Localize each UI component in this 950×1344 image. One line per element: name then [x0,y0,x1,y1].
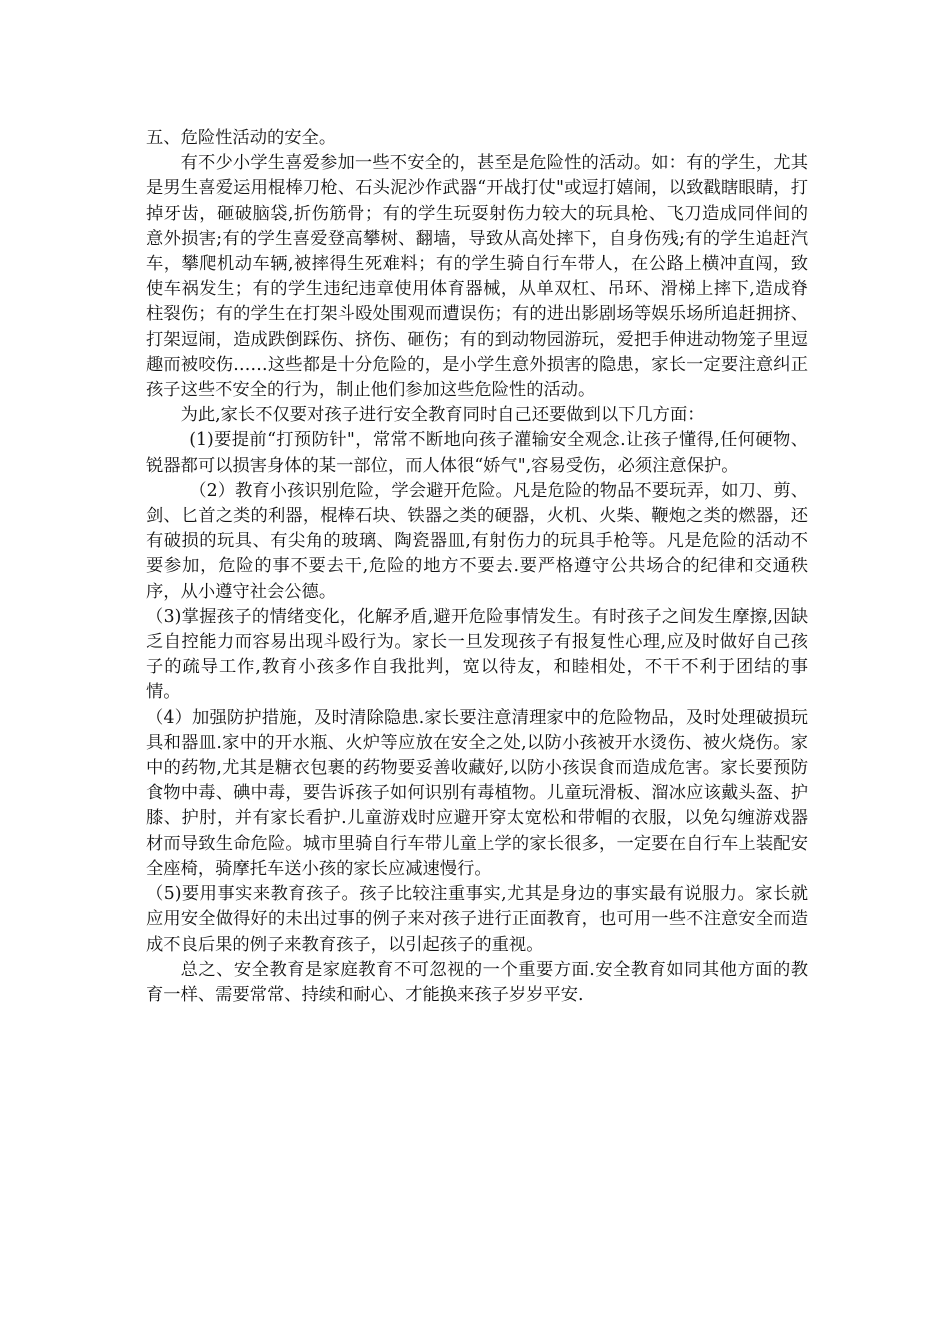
paragraph-point-1: (1)要提前“打预防针"，常常不断地向孩子灌输安全观念.让孩子懂得,任何硬物、锐器都可以损害身体的某一部位，而人体很“娇气",容易受伤，必须注意保护。 [146,430,808,476]
paragraph-dangerous-activities: 有不少小学生喜爱参加一些不安全的，甚至是危险性的活动。如：有的学生，尤其是男生喜爱运用棍棒刀枪、石头泥沙作武器“开战打仗"或逗打嬉闹，以致戳瞎眼睛，打掉牙齿，砸破脑袋,折伤筋骨；有的学生玩耍射伤力较大的玩具枪、飞刀造成同伴间的意外损害;有的学生喜爱登高攀树、翻墙，导致从高处摔下，自身伤残;有的学生追赶汽车，攀爬机动车辆,被摔得生死难料；有的学生骑自行车带人，在公路上横冲直闯，致使车祸发生；有的学生违纪违章使用体育器械，从单双杠、吊环、滑梯上摔下,造成脊柱裂伤；有的学生在打架斗殴处围观而遭误伤；有的进出影剧场等娱乐场所追赶拥挤、打架逗闹，造成跌倒踩伤、挤伤、砸伤；有的到动物园游玩，爱把手伸进动物笼子里逗趣而被咬伤……这些都是十分危险的，是小学生意外损害的隐患，家长一定要注意纠正孩子这些不安全的行为，制止他们参加这些危险性的活动。 [146,153,808,401]
paragraph-point-2: （2）教育小孩识别危险，学会避开危险。凡是危险的物品不要玩弄，如刀、剪、剑、匕首之类的利器，棍棒石块、铁器之类的硬器，火机、火柴、鞭炮之类的燃器，还有破损的玩具、有尖角的玻璃、陶瓷器皿,有射伤力的玩具手枪等。凡是危险的活动不要参加，危险的事不要去干,危险的地方不要去.要严格遵守公共场合的纪律和交通秩序，从小遵守社会公德。 [146,480,808,602]
section-heading: 五、危险性活动的安全。 [146,128,337,148]
document-body [146,126,808,1008]
paragraph-point-5: （5)要用事实来教育孩子。孩子比较注重事实,尤其是身边的事实最有说服力。家长就应用安全做得好的未出过事的例子来对孩子进行正面教育，也可用一些不注意安全而造成不良后果的例子来教育孩子，以引起孩子的重视。 [146,884,808,955]
paragraph-point-3: （3)掌握孩子的情绪变化，化解矛盾,避开危险事情发生。有时孩子之间发生摩擦,因缺乏自控能力而容易出现斗殴行为。家长一旦发现孩子有报复性心理,应及时做好自己孩子的疏导工作,教育小孩多作自我批判，宽以待友，和睦相处，不干不利于团结的事情。 [146,606,808,703]
paragraph-point-4: （4）加强防护措施，及时清除隐患.家长要注意清理家中的危险物品，及时处理破损玩具和器皿.家中的开水瓶、火炉等应放在安全之处,以防小孩被开水烫伤、被火烧伤。家中的药物,尤其是糖衣包裹的药物要妥善收藏好,以防小孩误食而造成危害。家长要预防食物中毒、碘中毒，要告诉孩子如何识别有毒植物。儿童玩滑板、溜冰应该戴头盔、护膝、护肘，并有家长看护.儿童游戏时应避开穿太宽松和带帽的衣服，以免勾缠游戏器材而导致生命危险。城市里骑自行车带儿童上学的家长很多，一定要在自行车上装配安全座椅，骑摩托车送小孩的家长应减速慢行。 [146,707,808,879]
paragraph-parent-duties-intro: 为此,家长不仅要对孩子进行安全教育同时自己还要做到以下几方面： [180,405,705,426]
paragraph-conclusion: 总之、安全教育是家庭教育不可忽视的一个重要方面.安全教育如同其他方面的教育一样、需要常常、持续和耐心、才能换来孩子岁岁平安. [146,959,808,1005]
